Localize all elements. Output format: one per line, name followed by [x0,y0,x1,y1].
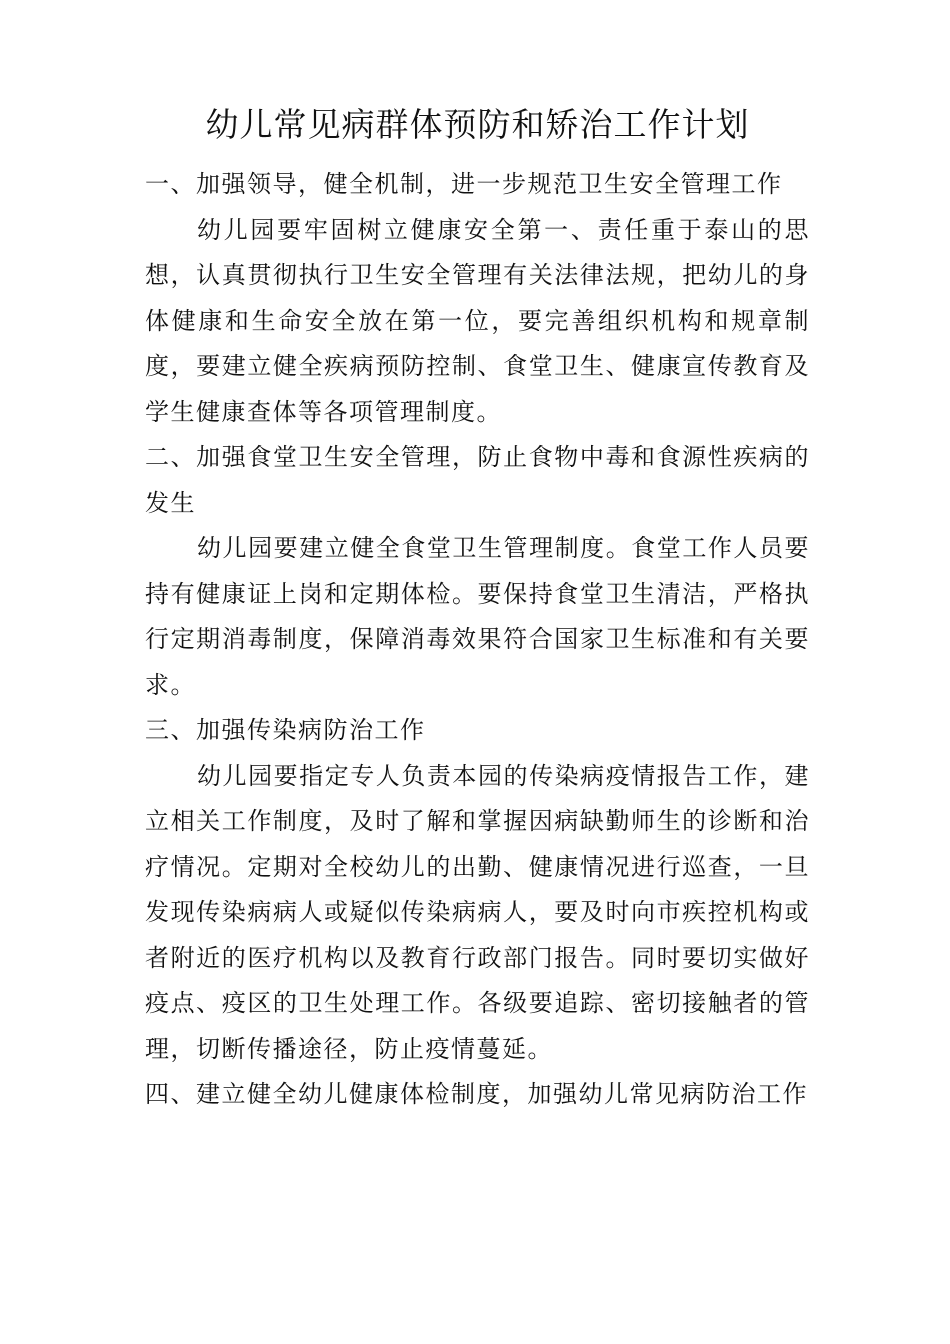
document-title: 幼儿常见病群体预防和矫治工作计划 [205,105,750,144]
section-1-body: 幼儿园要牢固树立健康安全第一、责任重于泰山的思想，认真贯彻执行卫生安全管理有关法律法规，把幼儿的身体健康和生命安全放在第一位，要完善组织机构和规章制度，要建立健全疾病预防控制、食堂卫生、健康宣传教育及学生健康查体等各项管理制度。 [145,215,810,426]
section-2-body: 幼儿园要建立健全食堂卫生管理制度。食堂工作人员要持有健康证上岗和定期体检。要保持食堂卫生清洁，严格执行定期消毒制度，保障消毒效果符合国家卫生标准和有关要求。 [145,534,810,699]
section-3-body: 幼儿园要指定专人负责本园的传染病疫情报告工作，建立相关工作制度，及时了解和掌握因病缺勤师生的诊断和治疗情况。定期对全校幼儿的出勤、健康情况进行巡查，一旦发现传染病病人或疑似传染病病人，要及时向市疾控机构或者附近的医疗机构以及教育行政部门报告。同时要切实做好疫点、疫区的卫生处理工作。各级要追踪、密切接触者的管理，切断传播途径，防止疫情蔓延。 [145,761,810,1063]
section-2-heading: 二、加强食堂卫生安全管理，防止食物中毒和食源性疾病的发生 [145,443,810,517]
document-page [145,100,810,1118]
section-3-heading: 三、加强传染病防治工作 [145,716,426,744]
section-1-heading: 一、加强领导，健全机制，进一步规范卫生安全管理工作 [145,170,783,198]
section-4-heading: 四、建立健全幼儿健康体检制度，加强幼儿常见病防治工作 [145,1080,808,1108]
